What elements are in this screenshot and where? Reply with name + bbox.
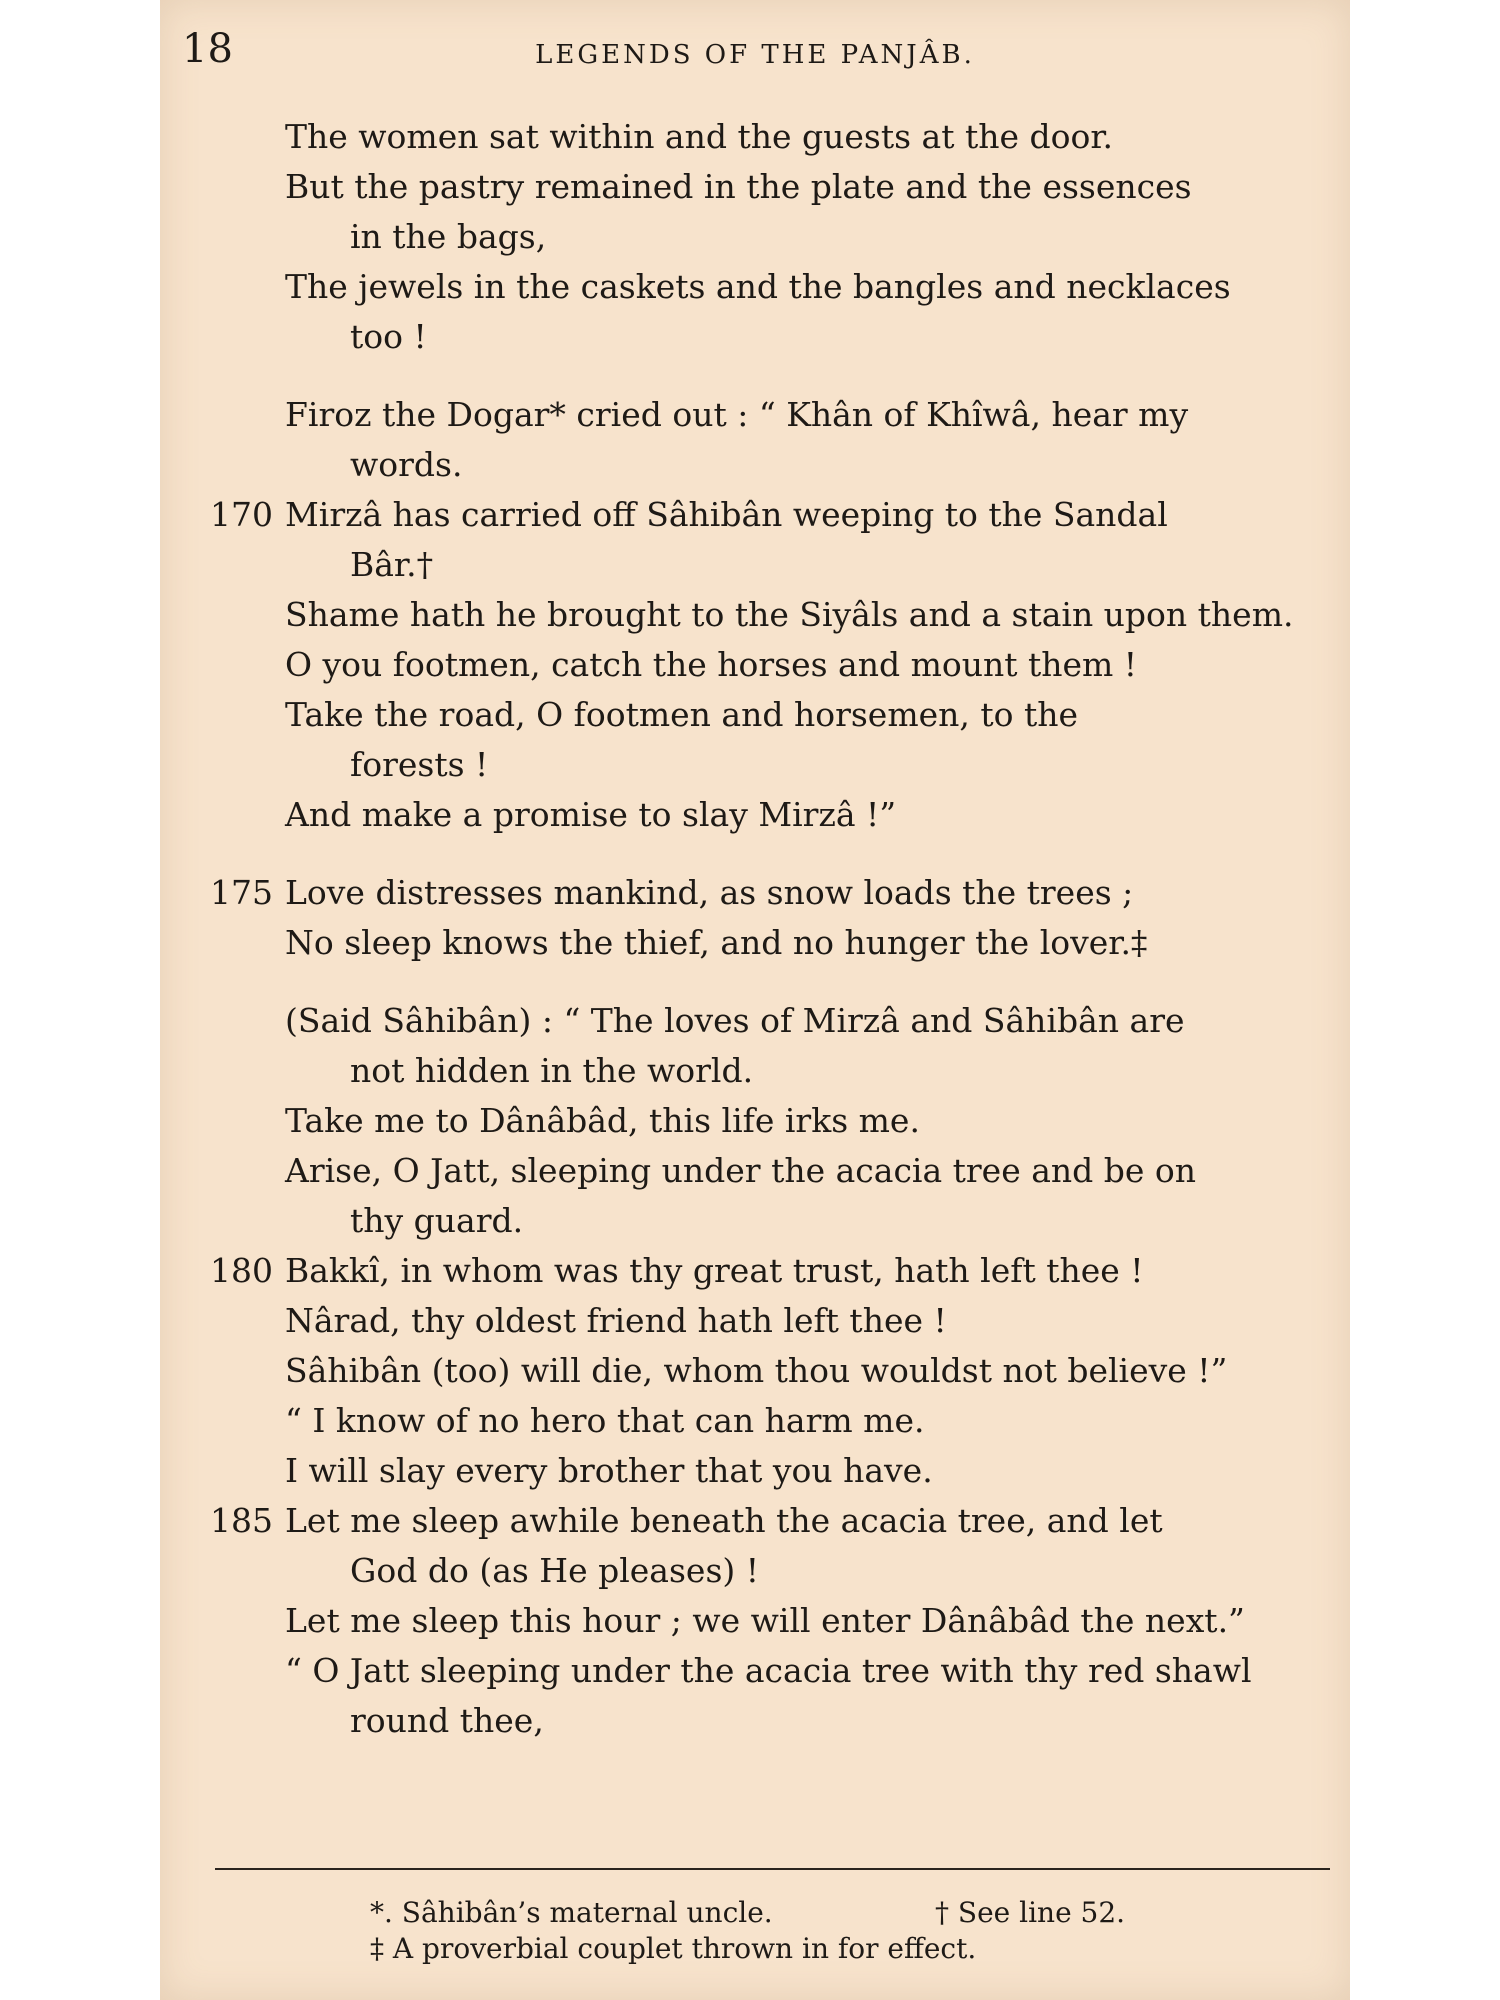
running-title: LEGENDS OF THE PANJÂB. bbox=[535, 40, 975, 70]
verse-continuation: thy guard. bbox=[350, 1201, 524, 1240]
verse-text: I will slay every brother that you have. bbox=[285, 1451, 933, 1490]
line-number: 185 bbox=[210, 1501, 273, 1540]
verse-continuation: not hidden in the world. bbox=[350, 1051, 754, 1090]
verse-continuation: Bâr.† bbox=[350, 545, 434, 584]
line-number: 170 bbox=[210, 495, 273, 534]
verse-line bbox=[160, 262, 1350, 362]
verse-text: Sâhibân (too) will die, whom thou wouldst not believe !” bbox=[285, 1351, 1228, 1390]
verse-line bbox=[160, 1396, 1350, 1446]
footnote-proverb: ‡ A proverbial couplet thrown in for effect. bbox=[370, 1932, 977, 1965]
footnote-row bbox=[370, 1895, 1126, 1931]
verse-text: “ O Jatt sleeping under the acacia tree with thy red shawl bbox=[285, 1651, 1252, 1690]
footnote-see-line: † See line 52. bbox=[935, 1896, 1126, 1929]
verse-text: Arise, O Jatt, sleeping under the acacia tree and be on bbox=[285, 1151, 1197, 1190]
verse-line bbox=[160, 690, 1350, 790]
line-number: 180 bbox=[210, 1251, 273, 1290]
verse-text: Bakkî, in whom was thy great trust, hath left thee ! bbox=[285, 1251, 1144, 1290]
verse-text: Nârad, thy oldest friend hath left thee ! bbox=[285, 1301, 947, 1340]
verse-line bbox=[160, 868, 1350, 918]
verse-line bbox=[160, 1596, 1350, 1646]
verse-line bbox=[160, 1646, 1350, 1746]
stanza bbox=[160, 390, 1350, 840]
verse-body bbox=[160, 112, 1350, 1774]
stanza bbox=[160, 996, 1350, 1746]
verse-line bbox=[160, 1296, 1350, 1346]
verse-line bbox=[160, 162, 1350, 262]
verse-text: Take me to Dânâbâd, this life irks me. bbox=[285, 1101, 920, 1140]
page-number: 18 bbox=[182, 26, 233, 72]
verse-continuation: in the bags, bbox=[350, 217, 547, 256]
verse-line bbox=[160, 996, 1350, 1096]
verse-text: The women sat within and the guests at the door. bbox=[285, 117, 1113, 156]
verse-continuation: God do (as He pleases) ! bbox=[350, 1551, 760, 1590]
verse-line bbox=[160, 1146, 1350, 1246]
page-header bbox=[160, 20, 1350, 80]
verse-text: Shame hath he brought to the Siyâls and a stain upon them. bbox=[285, 595, 1294, 634]
verse-text: Let me sleep awhile beneath the acacia tree, and let bbox=[285, 1501, 1163, 1540]
verse-line bbox=[160, 1446, 1350, 1496]
verse-text: The jewels in the caskets and the bangles and necklaces bbox=[285, 267, 1231, 306]
verse-line bbox=[160, 1246, 1350, 1296]
verse-text: And make a promise to slay Mirzâ !” bbox=[285, 795, 897, 834]
verse-continuation: round thee, bbox=[350, 1701, 544, 1740]
verse-line bbox=[160, 1496, 1350, 1596]
verse-continuation: too ! bbox=[350, 317, 427, 356]
verse-text: “ I know of no hero that can harm me. bbox=[285, 1401, 925, 1440]
verse-text: Firoz the Dogar* cried out : “ Khân of Khîwâ, hear my bbox=[285, 395, 1189, 434]
verse-line bbox=[160, 1096, 1350, 1146]
stanza bbox=[160, 868, 1350, 968]
footnote-uncle: *. Sâhibân’s maternal uncle. bbox=[370, 1896, 773, 1929]
verse-line bbox=[160, 490, 1350, 590]
verse-continuation: words. bbox=[350, 445, 463, 484]
verse-line bbox=[160, 390, 1350, 490]
stanza bbox=[160, 112, 1350, 362]
verse-text: (Said Sâhibân) : “ The loves of Mirzâ and Sâhibân are bbox=[285, 1001, 1185, 1040]
verse-text: Let me sleep this hour ; we will enter Dânâbâd the next.” bbox=[285, 1601, 1245, 1640]
verse-line bbox=[160, 112, 1350, 162]
verse-text: Take the road, O footmen and horsemen, to the bbox=[285, 695, 1079, 734]
footnotes bbox=[370, 1895, 1126, 1967]
verse-text: But the pastry remained in the plate and the essences bbox=[285, 167, 1192, 206]
verse-text: O you footmen, catch the horses and mount them ! bbox=[285, 645, 1138, 684]
verse-line bbox=[160, 640, 1350, 690]
verse-continuation: forests ! bbox=[350, 745, 489, 784]
verse-line bbox=[160, 1346, 1350, 1396]
footnote-rule bbox=[215, 1868, 1330, 1870]
book-page bbox=[160, 0, 1350, 2000]
verse-line bbox=[160, 918, 1350, 968]
verse-text: No sleep knows the thief, and no hunger the lover.‡ bbox=[285, 923, 1148, 962]
verse-line bbox=[160, 790, 1350, 840]
verse-line bbox=[160, 590, 1350, 640]
verse-text: Mirzâ has carried off Sâhibân weeping to the Sandal bbox=[285, 495, 1168, 534]
footnote-row bbox=[370, 1931, 976, 1967]
line-number: 175 bbox=[210, 873, 273, 912]
verse-text: Love distresses mankind, as snow loads the trees ; bbox=[285, 873, 1134, 912]
